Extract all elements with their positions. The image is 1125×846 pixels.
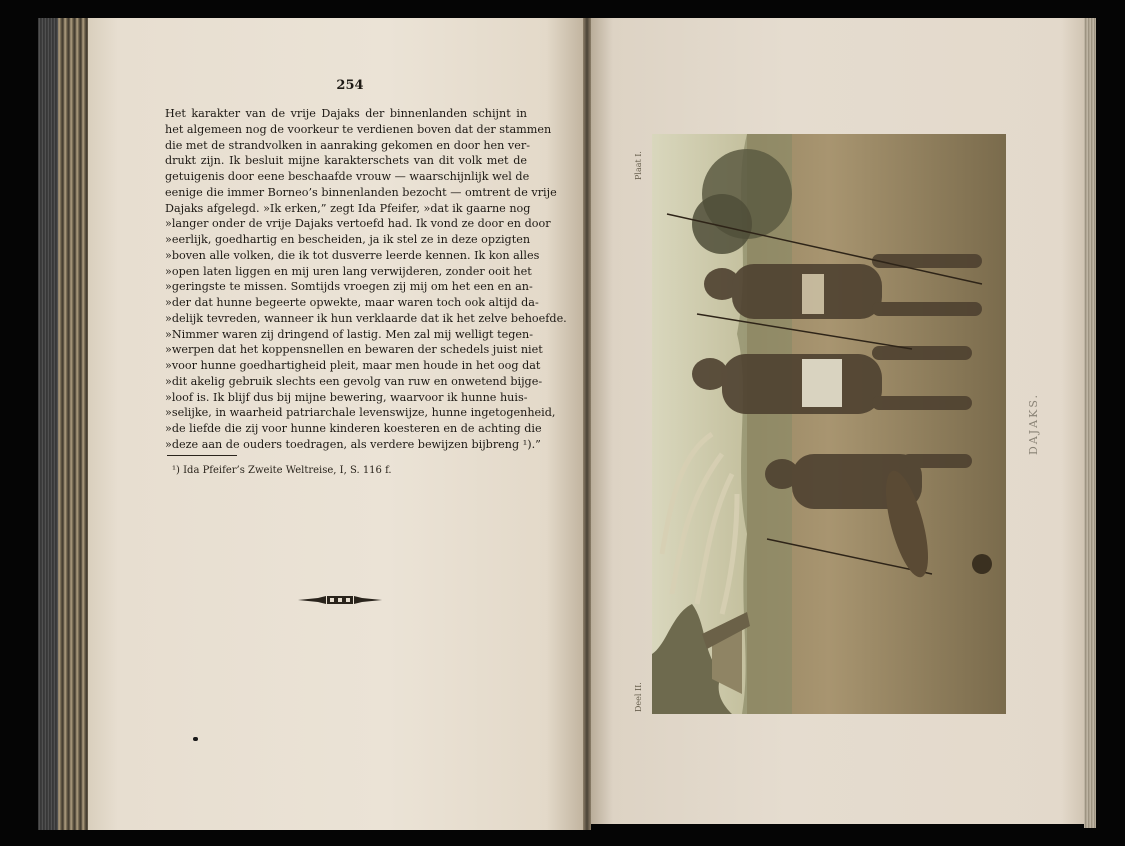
ornament-icon	[296, 593, 384, 607]
page-number: 254	[336, 78, 364, 93]
text-line: »dit akelig gebruik slechts een gevolg van ruw en onwetend bijge-	[165, 374, 543, 388]
text-line: »voor hunne goedhartigheid pleit, maar men houde in het oog dat	[165, 359, 541, 372]
text-line: »der dat hunne begeerte opwekte, maar waren toch ook altijd da-	[165, 296, 539, 309]
text-line: Het karakter van de vrije Dajaks der binnenlanden schijnt in	[165, 107, 527, 120]
right-page-edges	[1084, 18, 1096, 828]
text-line: »delijk tevreden, wanneer ik hun verklaarde dat ik het zelve behoefde.	[165, 311, 567, 325]
text-line: het algemeen nog de voorkeur te verdienen boven dat der stammen	[165, 122, 552, 136]
lithograph-plate	[652, 134, 1006, 714]
text-line: »geringste te missen. Somtijds vroegen zij mij om het een en an-	[165, 280, 533, 294]
book-gutter	[583, 18, 591, 830]
plate-illustration	[652, 134, 1006, 714]
text-line: »boven alle volken, die ik tot dusverre leerde kennen. Ik kon alles	[165, 248, 540, 262]
footnote: ¹) Ida Pfeifer’s Zweite Weltreise, I, S. 116 f.	[172, 465, 392, 476]
book-spine	[38, 18, 58, 830]
text-line: getuigenis door eene beschaafde vrouw — waarschijnlijk wel de	[165, 170, 530, 183]
text-line: »deze aan de ouders toedragen, als verdere bewijzen bijbreng ¹).”	[165, 437, 541, 451]
body-text	[165, 106, 567, 453]
text-line: »loof is. Ik blijf dus bij mijne bewering, waarvoor ik hunne huis-	[165, 390, 528, 404]
plate-number-label: Plaat I.	[634, 151, 643, 180]
text-line: »selijke, in waarheid patriarchale levenswijze, hunne ingetogenheid,	[165, 406, 556, 420]
ink-spot	[193, 737, 198, 741]
text-line: »langer onder de vrije Dajaks vertoefd had. Ik vond ze door en door	[165, 217, 551, 231]
text-line: »Nimmer waren zij dringend of lastig. Men zal mij welligt tegen-	[165, 327, 533, 341]
text-line: die met de strandvolken in aanraking gekomen en door hen ver-	[165, 138, 530, 152]
text-line: »open laten liggen en mij uren lang verwijderen, zonder ooit het	[165, 264, 532, 278]
volume-label: Deel II.	[634, 682, 643, 712]
text-line: »werpen dat het koppensnellen en bewaren der schedels juist niet	[165, 343, 543, 357]
plate-caption: DAJAKS.	[1027, 393, 1040, 455]
text-line: drukt zijn. Ik besluit mijne karakterschets van dit volk met de	[165, 154, 527, 168]
text-line: Dajaks afgelegd. »Ik erken,” zegt Ida Pfeifer, »dat ik gaarne nog	[165, 201, 531, 215]
text-line: »de liefde die zij voor hunne kinderen koesteren en de achting die	[165, 422, 542, 435]
text-line: »eerlijk, goedhartig en bescheiden, ja ik stel ze in deze opzigten	[165, 233, 531, 246]
text-line: eenige die immer Borneo’s binnenlanden bezocht — omtrent de vrije	[165, 185, 557, 199]
footnote-rule	[167, 455, 237, 456]
